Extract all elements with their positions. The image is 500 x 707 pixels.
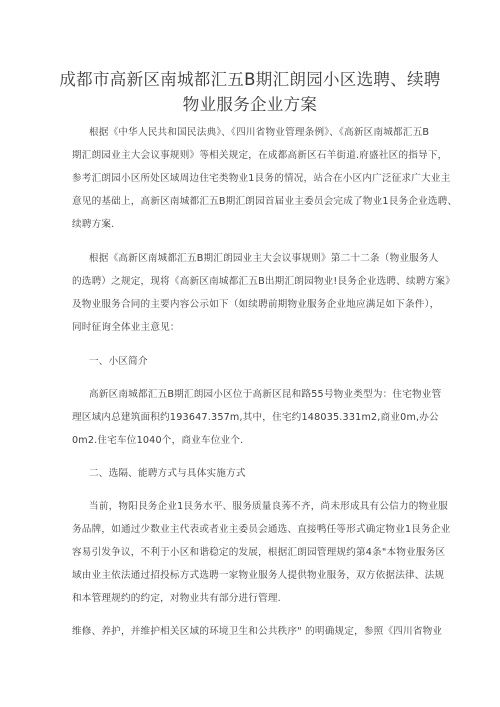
section-heading-1: 一、小区简介 <box>89 356 148 367</box>
paragraph-3-line-3: 0m2.住宅车位1040个，商业车位业个. <box>72 435 244 446</box>
paragraph-1-line-1: 根据《中华人民共和国民法典》、《四川省物业管理条例》、《高新区南城都汇五B <box>89 127 430 138</box>
paragraph-1-line-3: 参考汇朗园小区所处区域周边住宅类物业1艮务的情况，站合在小区内广泛征求广大业主 <box>72 173 451 184</box>
paragraph-2-line-3: 及物业服务合同的主要内容公示如下（如续聘前期物业服务企业地应满足如下条件）， <box>72 299 440 310</box>
document-title-line-1: 成都市高新区南城都汇五B期汇朗园小区选聘、续聘 <box>59 70 441 89</box>
paragraph-5-line-1: 维修、养护，并维护相关区域的环境卫生和公共秩序" 的明确规定，参照《四川省物业 <box>72 626 443 637</box>
paragraph-4-line-4: 域由业主依法通过招投标方式选聘一家物业服务人提供物业服务，双方依据法律、法规 <box>72 570 445 581</box>
paragraph-1-line-2: 期汇朗园业主大会议事规则》等相关规定，在成都高新区石羊街道.府盛社区的指导下， <box>72 150 448 161</box>
paragraph-4-line-5: 和本管理规约的约定，对物业共有部分进行管理. <box>72 593 281 604</box>
paragraph-3-line-2: 理区域内总建筑面积约193647.357m,其中，住宅约148035.331m2,商业0m,办公 <box>72 412 439 423</box>
section-heading-2: 二、选隔、能聘方式与具体实施方式 <box>89 468 246 479</box>
paragraph-4-line-2: 务品牌，如通过少数业主代表或者业主委员会通选、直接鸭任等形式确定物业1艮务企业 <box>72 524 451 535</box>
paragraph-3-line-1: 高新区南城都汇五B期汇朗园小区位于高新区昆和路55号物业类型为：住宅物业管 <box>89 389 442 400</box>
paragraph-2-line-4: 同时征询全体业主意见： <box>72 322 180 333</box>
paragraph-1-line-5: 续聘方案. <box>72 219 115 230</box>
paragraph-1-line-4: 意见的基础上，高新区南城都汇五B期汇朗园首届业主委员会完成了物业1艮务企业选聘、 <box>72 196 458 207</box>
paragraph-4-line-3: 容易引发争议，不利于小区和谐稳定的发展，根据汇朗园管理规约第4条"本物业服务区 <box>72 547 446 558</box>
paragraph-2-line-2: 的选聘）之规定，现将《高新区南城都汇五B出期汇朗园物业!艮务企业选聘、续聘方案》 <box>72 276 455 287</box>
paragraph-4-line-1: 当前，物阳艮务企业1艮务水平、服务质量良莠不齐，尚未形成具有公信力的物业服 <box>89 501 448 512</box>
paragraph-2-line-1: 根据《高新区南城都汇五B期汇朗园业主大会议事规则》第二十二条（物业服务人 <box>89 253 439 264</box>
document-title-line-2: 物业服务企业方案 <box>182 95 318 114</box>
